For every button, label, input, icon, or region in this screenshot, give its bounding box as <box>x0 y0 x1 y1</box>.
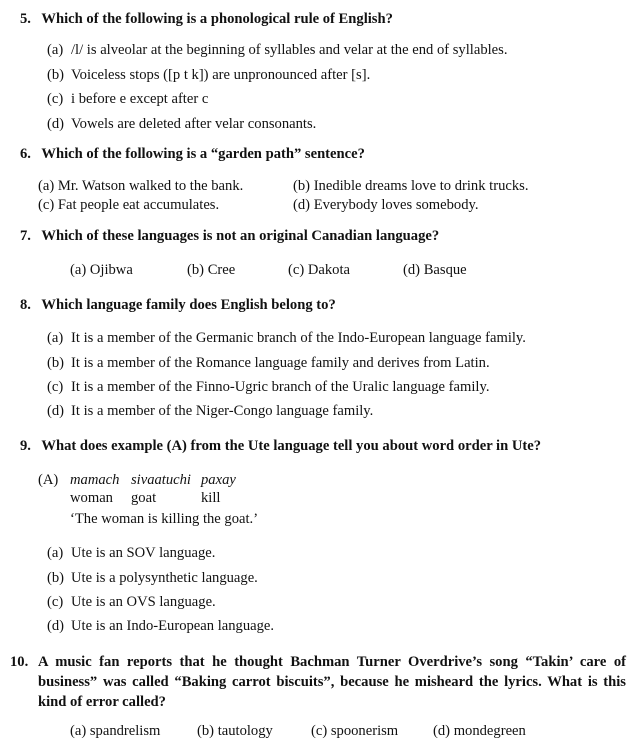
question-number: 8. <box>20 297 31 313</box>
q5-option-a <box>47 42 507 59</box>
question-6 <box>20 146 365 163</box>
option-label: (b) <box>187 262 205 278</box>
q5-option-c <box>47 91 208 108</box>
q10-option-d <box>433 723 526 740</box>
option-text: Dakota <box>307 262 351 278</box>
option-text: It is a member of the Germanic branch of the Indo-European language family. <box>71 330 526 346</box>
q8-option-a <box>47 330 526 347</box>
option-label: (a) <box>47 545 64 561</box>
example-word-2: sivaatuchi <box>131 472 191 488</box>
option-label: (b) <box>293 178 311 194</box>
question-text: Which of these languages is not an original Canadian language? <box>41 228 440 244</box>
option-text: spandrelism <box>89 723 161 739</box>
q8-option-d <box>47 403 373 420</box>
q6-option-c <box>38 197 219 214</box>
question-number: 7. <box>20 228 31 244</box>
question-text: A music fan reports that he thought Bachman Turner Overdrive’s song “Takin’ care of business” was called “Baking carrot biscuits”, because he misheard the lyrics. What is this kind of error called? <box>38 654 626 710</box>
option-text: Ute is an OVS language. <box>71 594 216 610</box>
option-label: (c) <box>311 723 328 739</box>
q7-option-b <box>187 262 235 279</box>
example-label: (A) <box>38 472 59 488</box>
q6-option-a <box>38 178 243 195</box>
option-text: Ute is an SOV language. <box>71 545 216 561</box>
option-text: It is a member of the Romance language family and derives from Latin. <box>71 355 490 371</box>
option-text: mondegreen <box>453 723 526 739</box>
q9-option-d <box>47 618 274 635</box>
q8-option-b <box>47 355 490 372</box>
option-label: (c) <box>47 594 64 610</box>
option-text: Cree <box>207 262 236 278</box>
question-5 <box>20 11 393 28</box>
question-text: What does example (A) from the Ute language tell you about word order in Ute? <box>41 438 542 454</box>
question-8 <box>20 297 336 314</box>
option-text: tautology <box>217 723 273 739</box>
option-label: (d) <box>433 723 451 739</box>
option-label: (c) <box>38 197 55 213</box>
option-text: Basque <box>423 262 467 278</box>
option-text: Fat people eat accumulates. <box>57 197 220 213</box>
q9-option-a <box>47 545 215 562</box>
option-label: (d) <box>47 403 65 419</box>
example-translation: ‘The woman is killing the goat.’ <box>70 511 259 527</box>
option-label: (b) <box>47 67 65 83</box>
option-text: Ute is a polysynthetic language. <box>71 570 258 586</box>
option-label: (a) <box>47 42 64 58</box>
question-text: Which of the following is a “garden path” sentence? <box>41 146 365 162</box>
option-label: (c) <box>47 91 64 107</box>
q9-option-b <box>47 570 258 587</box>
option-text: Voiceless stops ([p t k]) are unpronounced after [s]. <box>71 67 371 83</box>
question-text: Which of the following is a phonological rule of English? <box>41 11 393 27</box>
q10-option-b <box>197 723 273 740</box>
question-number: 5. <box>20 11 31 27</box>
question-10 <box>10 652 626 712</box>
option-text: /l/ is alveolar at the beginning of syllables and velar at the end of syllables. <box>71 42 508 58</box>
example-word-3: paxay <box>201 472 236 488</box>
q5-option-b <box>47 67 370 84</box>
option-label: (b) <box>47 570 65 586</box>
option-text: Inedible dreams love to drink trucks. <box>313 178 529 194</box>
option-label: (d) <box>47 618 65 634</box>
gloss-word-1: woman <box>70 490 113 506</box>
option-text: It is a member of the Niger-Congo language family. <box>71 403 374 419</box>
gloss-word-2: goat <box>131 490 157 506</box>
option-label: (c) <box>288 262 305 278</box>
q7-option-c <box>288 262 350 279</box>
option-label: (b) <box>197 723 215 739</box>
option-label: (d) <box>403 262 421 278</box>
question-number: 9. <box>20 438 31 454</box>
q6-option-d <box>293 197 479 214</box>
option-text: Ute is an Indo-European language. <box>71 618 275 634</box>
question-text: Which language family does English belong to? <box>41 297 336 313</box>
option-text: Vowels are deleted after velar consonants. <box>71 116 317 132</box>
option-label: (d) <box>47 116 65 132</box>
option-label: (a) <box>70 262 87 278</box>
option-text: Everybody loves somebody. <box>313 197 479 213</box>
example-word-1: mamach <box>70 472 120 488</box>
question-number: 6. <box>20 146 31 162</box>
q10-option-a <box>70 723 160 740</box>
option-text: Ojibwa <box>89 262 133 278</box>
option-label: (c) <box>47 379 64 395</box>
question-number: 10. <box>10 654 29 670</box>
q10-option-c <box>311 723 398 740</box>
q8-option-c <box>47 379 489 396</box>
gloss-word-3: kill <box>201 490 221 506</box>
question-7 <box>20 228 439 245</box>
q9-option-c <box>47 594 216 611</box>
option-label: (b) <box>47 355 65 371</box>
q6-option-b <box>293 178 528 195</box>
option-label: (a) <box>47 330 64 346</box>
option-text: Mr. Watson walked to the bank. <box>57 178 244 194</box>
option-label: (a) <box>70 723 87 739</box>
option-label: (d) <box>293 197 311 213</box>
q7-option-a <box>70 262 133 279</box>
option-text: It is a member of the Finno-Ugric branch of the Uralic language family. <box>71 379 490 395</box>
option-label: (a) <box>38 178 55 194</box>
option-text: i before e except after c <box>71 91 209 107</box>
q7-option-d <box>403 262 467 279</box>
q5-option-d <box>47 116 316 133</box>
question-9 <box>20 438 541 455</box>
option-text: spoonerism <box>330 723 399 739</box>
